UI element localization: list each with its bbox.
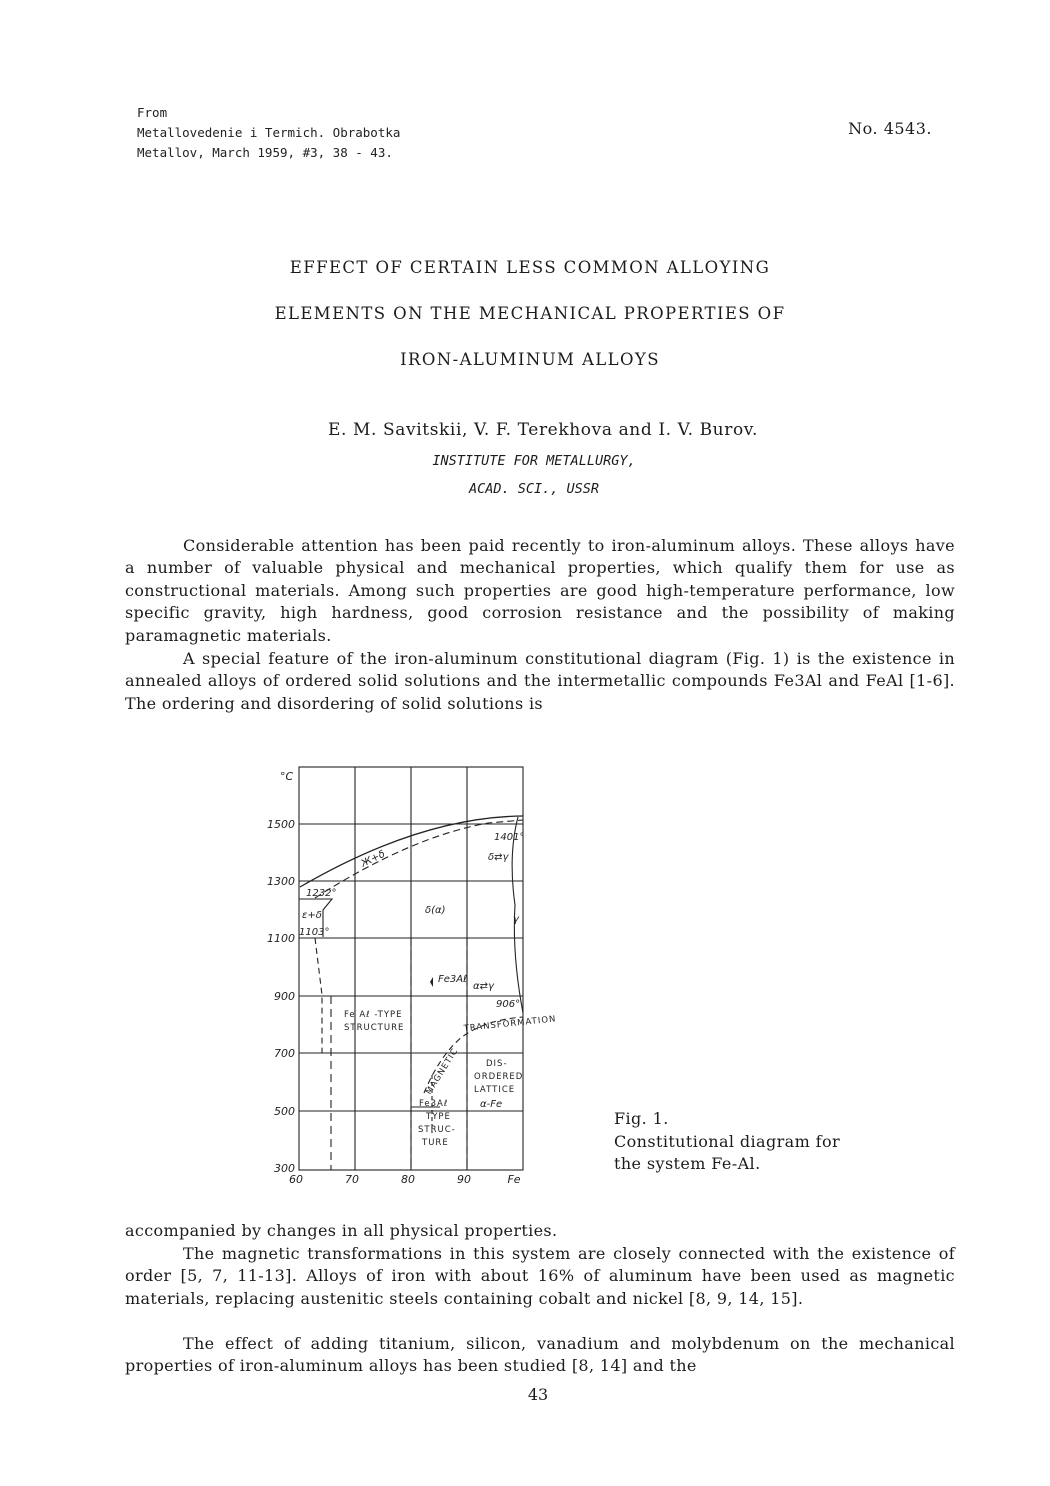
region-label: Fe3Aℓ — [419, 1099, 449, 1109]
x-tick-label: Fe — [507, 1173, 521, 1186]
phase-diagram-figure — [240, 755, 600, 1195]
region-label: DIS- — [486, 1059, 508, 1069]
document-number: No. 4543. — [848, 119, 932, 138]
y-tick-label: 700 — [274, 1047, 295, 1060]
y-tick-label: 1300 — [267, 875, 295, 888]
x-tick-label: 60 — [289, 1173, 303, 1186]
caption-line: Fig. 1. — [614, 1109, 669, 1128]
body-paragraph: A special feature of the iron-aluminum constitutional diagram (Fig. 1) is the existence in annealed alloys of ordered solid solutions and the intermetallic compounds Fe3Al and FeAl [1-6]. The ordering and disordering of solid solutions is — [125, 649, 955, 713]
institution-line: ACAD. SCI., USSR — [468, 481, 600, 497]
temperature-label: 906° — [496, 999, 521, 1010]
title-line: EFFECT OF CERTAIN LESS COMMON ALLOYING — [289, 258, 771, 277]
region-label: δ(α) — [425, 905, 446, 916]
region-label: STRUCTURE — [344, 1023, 405, 1033]
x-tick-label: 70 — [345, 1173, 359, 1186]
title-line: ELEMENTS ON THE MECHANICAL PROPERTIES OF — [274, 304, 786, 323]
region-label: γ — [513, 914, 519, 925]
institution-line: INSTITUTE FOR METALLURGY, — [432, 453, 636, 469]
authors: E. M. Savitskii, V. F. Terekhova and I. V. Burov. — [328, 420, 758, 440]
region-label: TURE — [422, 1138, 449, 1148]
region-label: α-Fe — [480, 1099, 503, 1110]
y-tick-label: 300 — [274, 1162, 295, 1175]
region-label: α⇄γ — [473, 981, 494, 992]
temperature-label: 1232° — [306, 888, 337, 899]
y-tick-label: 1100 — [267, 932, 295, 945]
body-paragraph: The effect of adding titanium, silicon, vanadium and molybdenum on the mechanical properties of iron-aluminum alloys has been studied [8, 14] and the — [125, 1334, 955, 1376]
x-tick-label: 90 — [457, 1173, 471, 1186]
caption-line: Constitutional diagram for — [614, 1131, 841, 1151]
caption-line: the system Fe-Al. — [614, 1154, 761, 1173]
region-label: ORDERED — [474, 1072, 524, 1082]
region-label: δ⇄γ — [488, 852, 509, 863]
region-label: TRANSFORMATION — [463, 1014, 557, 1034]
region-label: ε+δ — [302, 910, 322, 921]
title-line: IRON-ALUMINUM ALLOYS — [400, 350, 660, 369]
source-line: Metallov, March 1959, #3, 38 - 43. — [137, 145, 393, 160]
region-label: Fe3Aℓ — [438, 974, 468, 985]
arrow-icon — [430, 977, 433, 987]
source-line: From — [137, 105, 168, 120]
page-number: 43 — [527, 1385, 549, 1404]
source-line: Metallovedenie i Termich. Obrabotka — [137, 125, 401, 140]
y-axis-unit: °C — [280, 770, 294, 783]
body-paragraph: Considerable attention has been paid recently to iron-aluminum alloys. These alloys have a number of valuable physical and mechanical properties, which qualify them for use as constructional materials. Among such properties are good high-temperature performance, low specific gravity, high hardness, good corrosion resistance and the possibility of making paramagnetic materials. — [125, 536, 955, 645]
region-label: TYPE — [426, 1112, 451, 1122]
temperature-label: 1401° — [494, 832, 525, 843]
figure-caption — [614, 1108, 840, 1176]
region-label: STRUC- — [418, 1125, 456, 1135]
region-label: Ж+δ — [359, 848, 388, 870]
y-tick-label: 500 — [274, 1105, 295, 1118]
source-citation — [137, 103, 400, 163]
y-tick-label: 1500 — [267, 818, 295, 831]
body-paragraph: accompanied by changes in all physical properties. — [125, 1221, 558, 1240]
temperature-label: 1103° — [299, 927, 330, 938]
region-label: Fe Aℓ -TYPE — [344, 1010, 403, 1020]
region-label: MAGNETIC — [424, 1046, 461, 1097]
region-label: LATTICE — [474, 1085, 516, 1095]
x-tick-label: 80 — [401, 1173, 415, 1186]
body-paragraph: The magnetic transformations in this system are closely connected with the existence of order [5, 7, 11-13]. Alloys of iron with about 16% of aluminum have been used as magnetic materials, replacing austenitic steels containing cobalt and nickel [8, 9, 14, 15]. — [125, 1244, 955, 1308]
y-tick-label: 900 — [274, 990, 295, 1003]
